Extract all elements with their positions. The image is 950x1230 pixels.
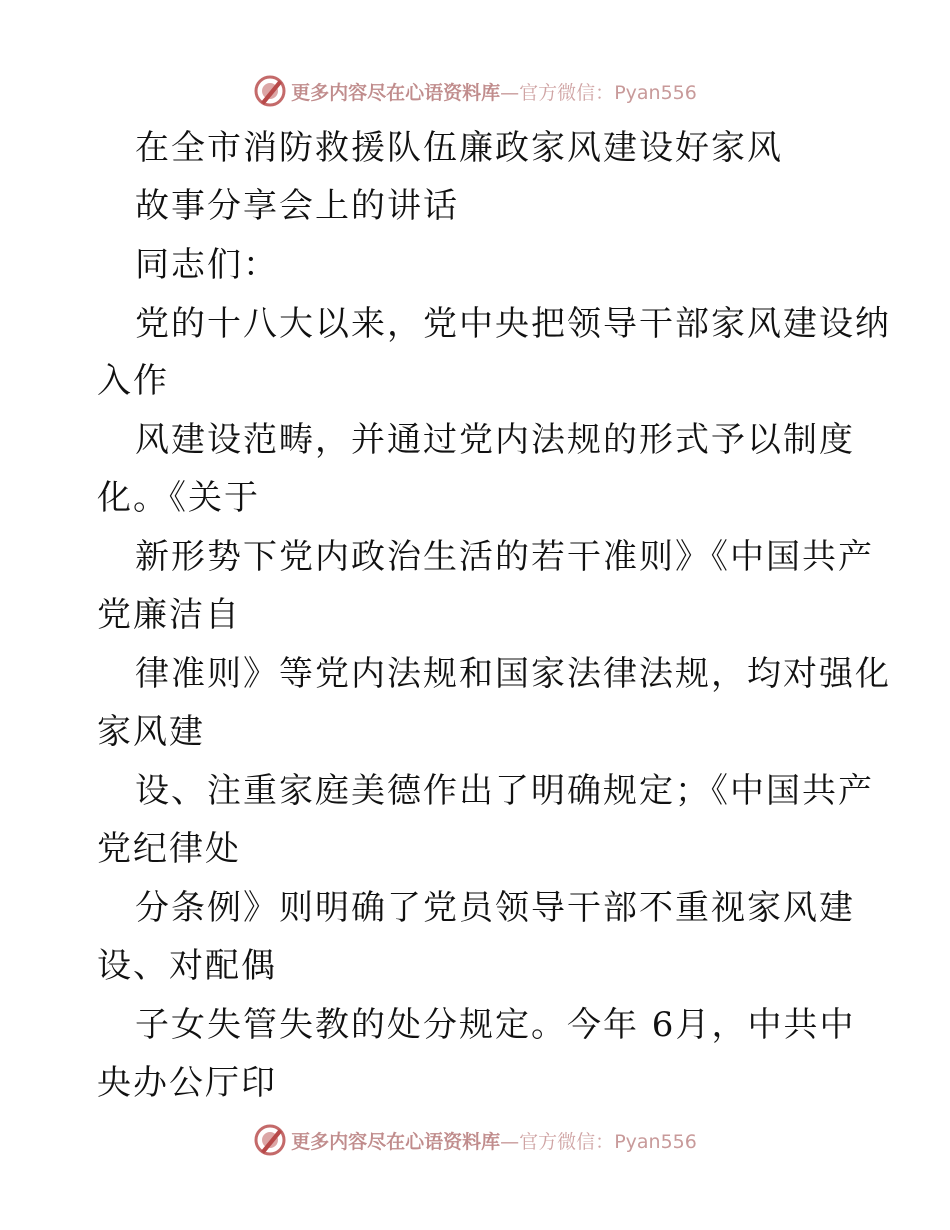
paragraph-line: 化。《关于 [97, 478, 260, 518]
header-watermark [0, 73, 950, 109]
paragraph-line: 设、对配偶 [97, 946, 277, 986]
paragraph-line: 律准则》等党内法规和国家法律法规，均对强化 [135, 654, 891, 694]
paragraph-line: 家风建 [97, 712, 205, 752]
paragraph-line: 风建设范畴，并通过党内法规的形式予以制度 [135, 420, 855, 460]
watermark-text: 更多内容尽在心语资料库—官方微信：Pyan556 [291, 81, 697, 104]
paragraph-line: 入作 [97, 361, 169, 401]
paragraph-line: 党廉洁自 [97, 595, 241, 635]
paragraph-line: 新形势下党内政治生活的若干准则》《中国共产 [135, 537, 874, 577]
pen-logo-icon [253, 1123, 287, 1157]
paragraph-line: 设、注重家庭美德作出了明确规定；《中国共产 [135, 771, 874, 811]
paragraph-line: 党纪律处 [97, 829, 241, 869]
paragraph-line: 央办公厅印 [97, 1063, 277, 1103]
paragraph-line: 子女失管失教的处分规定。今年 6月，中共中 [135, 1005, 856, 1045]
paragraph-line: 分条例》则明确了党员领导干部不重视家风建 [135, 888, 855, 928]
salutation: 同志们： [135, 245, 279, 285]
paragraph-line: 党的十八大以来，党中央把领导干部家风建设纳 [135, 304, 891, 344]
document-title-line-2: 故事分享会上的讲话 [135, 186, 459, 226]
pen-logo-icon [253, 74, 287, 108]
footer-watermark [0, 1122, 950, 1158]
document-title-line-1: 在全市消防救援队伍廉政家风建设好家风 [135, 128, 783, 168]
watermark-text: 更多内容尽在心语资料库—官方微信：Pyan556 [291, 1130, 697, 1153]
